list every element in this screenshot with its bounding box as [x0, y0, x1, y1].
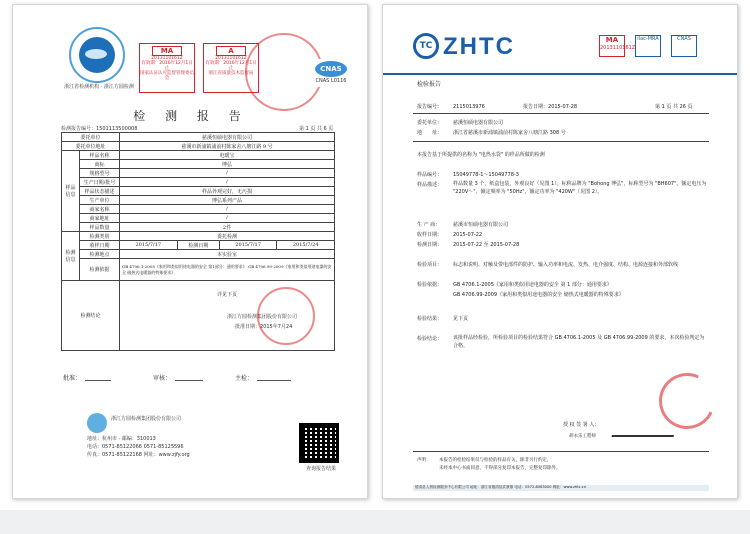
divider — [413, 451, 709, 452]
zhtc-wordmark: ZHTC — [443, 33, 515, 60]
table-row: 商家地址 / — [62, 214, 335, 223]
zhtc-logo-icon: TC — [413, 33, 439, 59]
qr-caption: 查询报告结果 — [305, 466, 336, 472]
footer-line: 传真：0571-85122168 网址：www.zjfy.org — [87, 452, 190, 458]
globe-caption: 浙江省检测机构 · 浙江方圆检测 — [64, 84, 134, 90]
ilac-badge: ilac-MRA — [635, 35, 661, 57]
statement-line: 本报告的检验结果仅与检验的样品有关，除非另行约定， — [439, 458, 552, 463]
footer-text: 德清县人晨检测服务中心有限公司 地址：浙江省德清县武康镇 电话：0572-8063000 网址：www.zhtc.cn — [415, 485, 587, 489]
intro-text: 本报告基于所提供的名称为 "电热水袋" 的样品所做的检测 — [417, 152, 545, 158]
table-row: 样品数量 2件 — [62, 223, 335, 232]
signer-signature — [611, 417, 680, 437]
table-row: 检测地点 本实验室 — [62, 250, 335, 259]
report-title: 检验报告 — [417, 81, 442, 88]
footer-org: 浙江方圆检测集团股份有限公司 — [111, 416, 182, 422]
cnas-badge: CNAS CNAS L0116 — [305, 59, 357, 87]
table-row: 样品信息 样品名称 电暖宝 — [62, 151, 335, 160]
sig-approve-label: 批准： — [63, 375, 82, 382]
test-date-row: 检测日期： 2015-07-22 至 2015-07-28 — [417, 242, 520, 248]
receive-row: 收样日期： 2015-07-22 — [417, 232, 483, 238]
ma-badge: MA 2013110161Z — [599, 35, 625, 57]
table-row: 检测结论 详见下页 — [62, 281, 335, 351]
footer-line: 地址：杭州市 · 邮编：310013 — [87, 436, 156, 442]
org-globe-logo-icon — [69, 27, 125, 83]
ma-badge-2: A 2013110161Z 有效期：2016年12月1日止 浙江省质量技术监督局 — [203, 43, 259, 93]
divider — [413, 141, 709, 142]
table-row: 商家名称 / — [62, 205, 335, 214]
right-certificate — [382, 4, 738, 499]
table-row: 委托单位 慈溪恒硕电器有限公司 — [62, 133, 335, 142]
footer-line: 电话：0571-85122066 0571-85125596 — [87, 444, 184, 450]
table-row: 生产单位 博弘系列产品 — [62, 196, 335, 205]
page-info: 第 1 页 共 26 页 — [655, 104, 693, 110]
conclusion-text: 该批样品经检验，所检验项目的检验结果符合 GB 4706.1-2005 及 GB 4706.99-2009 的要求，本次检验判定为合格。 — [453, 335, 705, 349]
signature-approve — [85, 367, 111, 381]
sample-desc-label: 样品描述： — [417, 182, 443, 188]
signer-label: 授 权 签 署 人： — [563, 422, 600, 428]
maker-row: 生 产 商： 慈溪市恒硕电器有限公司 — [417, 222, 509, 228]
issuer-name: 浙江方圆检测集团股份有限公司 — [227, 314, 298, 320]
ma-mark-icon: MA — [152, 46, 182, 56]
report-no-row: 报告编号： 2115013976 — [417, 104, 485, 110]
left-certificate — [12, 4, 368, 499]
ma-badge-1: MA 2013110161Z 有效期：2016年12月1日止 国家认证认可监督管理委员会 — [139, 43, 195, 93]
table-row: 收样日期 2015/7/17 检测日期 2015/7/17 2015/7/24 — [62, 241, 335, 250]
table-row: 生产日期/批号 / — [62, 178, 335, 187]
page-info: 第 1 页 共 6 页 — [299, 126, 334, 132]
result-row: 检验结果： 见下页 — [417, 316, 469, 322]
table-row: 检测信息 检测类别 委托检测 — [62, 232, 335, 241]
scope-row: 检验项目： 标志和说明、对触及带电部件的防护、输入功率和电流、发热、电介强度、结构、电源连接和外部软线 — [417, 262, 679, 268]
report-title: 检 测 报 告 — [133, 109, 249, 123]
report-date: 报告日期：2015-07-28 — [523, 104, 578, 110]
report-number: 检测报告编号：1501113500008 — [61, 126, 138, 132]
org-footer-logo-icon — [87, 413, 107, 433]
client-row: 委托单位： 慈溪恒硕电器有限公司 — [417, 120, 504, 126]
table-row: 商标 博弘 — [62, 160, 335, 169]
standard-row: 检验依据： GB 4706.1-2005《家用和类似用途电器的安全 第 1 部分：通用要求》 — [417, 282, 612, 288]
address-row: 地 址： 浙江省慈溪市新浦镇浦前村陈家舍八塘江路 308 号 — [417, 130, 566, 136]
conclusion-label: 检验结论： — [417, 336, 443, 342]
sig-test-label: 主检： — [235, 375, 254, 382]
sample-no-row: 样品编号： 15049778-1～15049778-3 — [417, 172, 519, 178]
header-divider — [383, 73, 738, 75]
sample-desc: 样品数量 3 个，纸盒包装，外观良好（见图 1）。标称品牌为 "Bohong 博弘"，标称型号为 "BH607"，额定电压为 "220V～"，额定频率为 "50Hz"，额定功率为 "420W"（见图 2）。 — [453, 181, 707, 195]
cnas-mark-icon: CNAS — [315, 61, 347, 77]
signature-review — [175, 367, 203, 381]
standard-row-2: GB 4706.99-2009《家用和类似用途电器的安全 储热式电暖器的特殊要求》 — [453, 292, 624, 298]
statement-label: 声明： — [417, 458, 431, 463]
divider — [413, 113, 709, 114]
approve-date: 批准日期：2015年7月24 — [235, 324, 293, 330]
table-row: 规格型号 / — [62, 169, 335, 178]
cnas-badge: CNAS — [671, 35, 697, 57]
table-row: 检测依据 GB 4706.1-2005《家用和类似用途电器的安全 第1部分：通用要求》 GB 4706.99-2009《家用和类似用途电器的安全 储热式电暖器的特殊要求》 — [62, 259, 335, 281]
table-row: 样品状态描述 样品外观完好，无污损 — [62, 187, 335, 196]
sig-review-label: 审核： — [153, 375, 172, 382]
qr-code-icon — [299, 423, 339, 463]
statement-line: 未经本中心书面同意，不得部分复印本报告，完整复印除外。 — [439, 466, 561, 471]
signature-test — [257, 367, 291, 381]
signer-title: 胡永乐工程师 — [569, 434, 596, 439]
table-row: 委托单位地址 慈溪市新浦镇浦前村陈家舍八塘江路 9 号 — [62, 142, 335, 151]
issuer-seal-stamp — [257, 287, 315, 345]
page-background-strip — [0, 510, 750, 534]
a-mark-icon: A — [216, 46, 246, 56]
